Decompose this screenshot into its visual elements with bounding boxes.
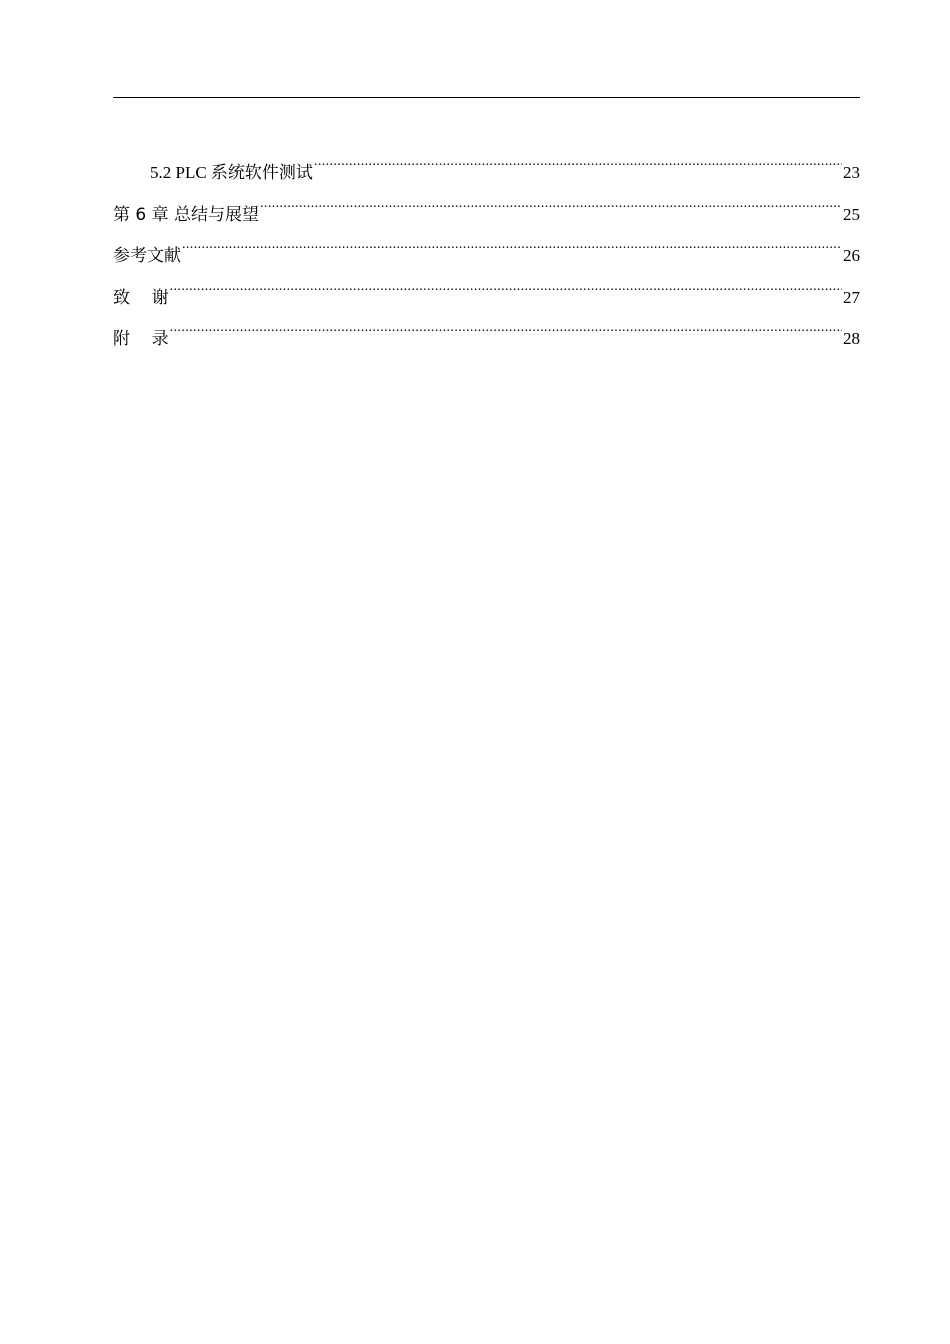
toc-entry-chapter-6[interactable] (113, 194, 860, 236)
toc-entry-page: 26 (843, 246, 860, 265)
toc-entry-title: 参考文献 (113, 246, 181, 266)
toc-dot-leader (260, 194, 842, 220)
toc-entry-references[interactable] (113, 235, 860, 277)
toc-dot-leader (170, 277, 842, 303)
toc-entry-page: 25 (843, 204, 860, 224)
toc-entry-title: 5.2 PLC 系统软件测试 (150, 163, 313, 182)
toc-entry-page: 23 (843, 163, 860, 182)
toc-entry-page: 28 (843, 329, 860, 348)
toc-entry-title: 附 录 (113, 329, 169, 349)
toc-entry-5-2[interactable] (113, 152, 860, 194)
toc-dot-leader (182, 235, 842, 261)
toc-entry-appendix[interactable] (113, 318, 860, 360)
toc-entry-title: 第 6 章 总结与展望 (113, 204, 260, 225)
header-rule (113, 97, 860, 98)
toc-dot-leader (314, 152, 842, 178)
table-of-contents (113, 152, 860, 360)
toc-entry-acknowledgements[interactable] (113, 277, 860, 319)
toc-entry-title: 致 谢 (113, 287, 169, 308)
toc-entry-page: 27 (843, 287, 860, 307)
toc-dot-leader (170, 318, 842, 344)
